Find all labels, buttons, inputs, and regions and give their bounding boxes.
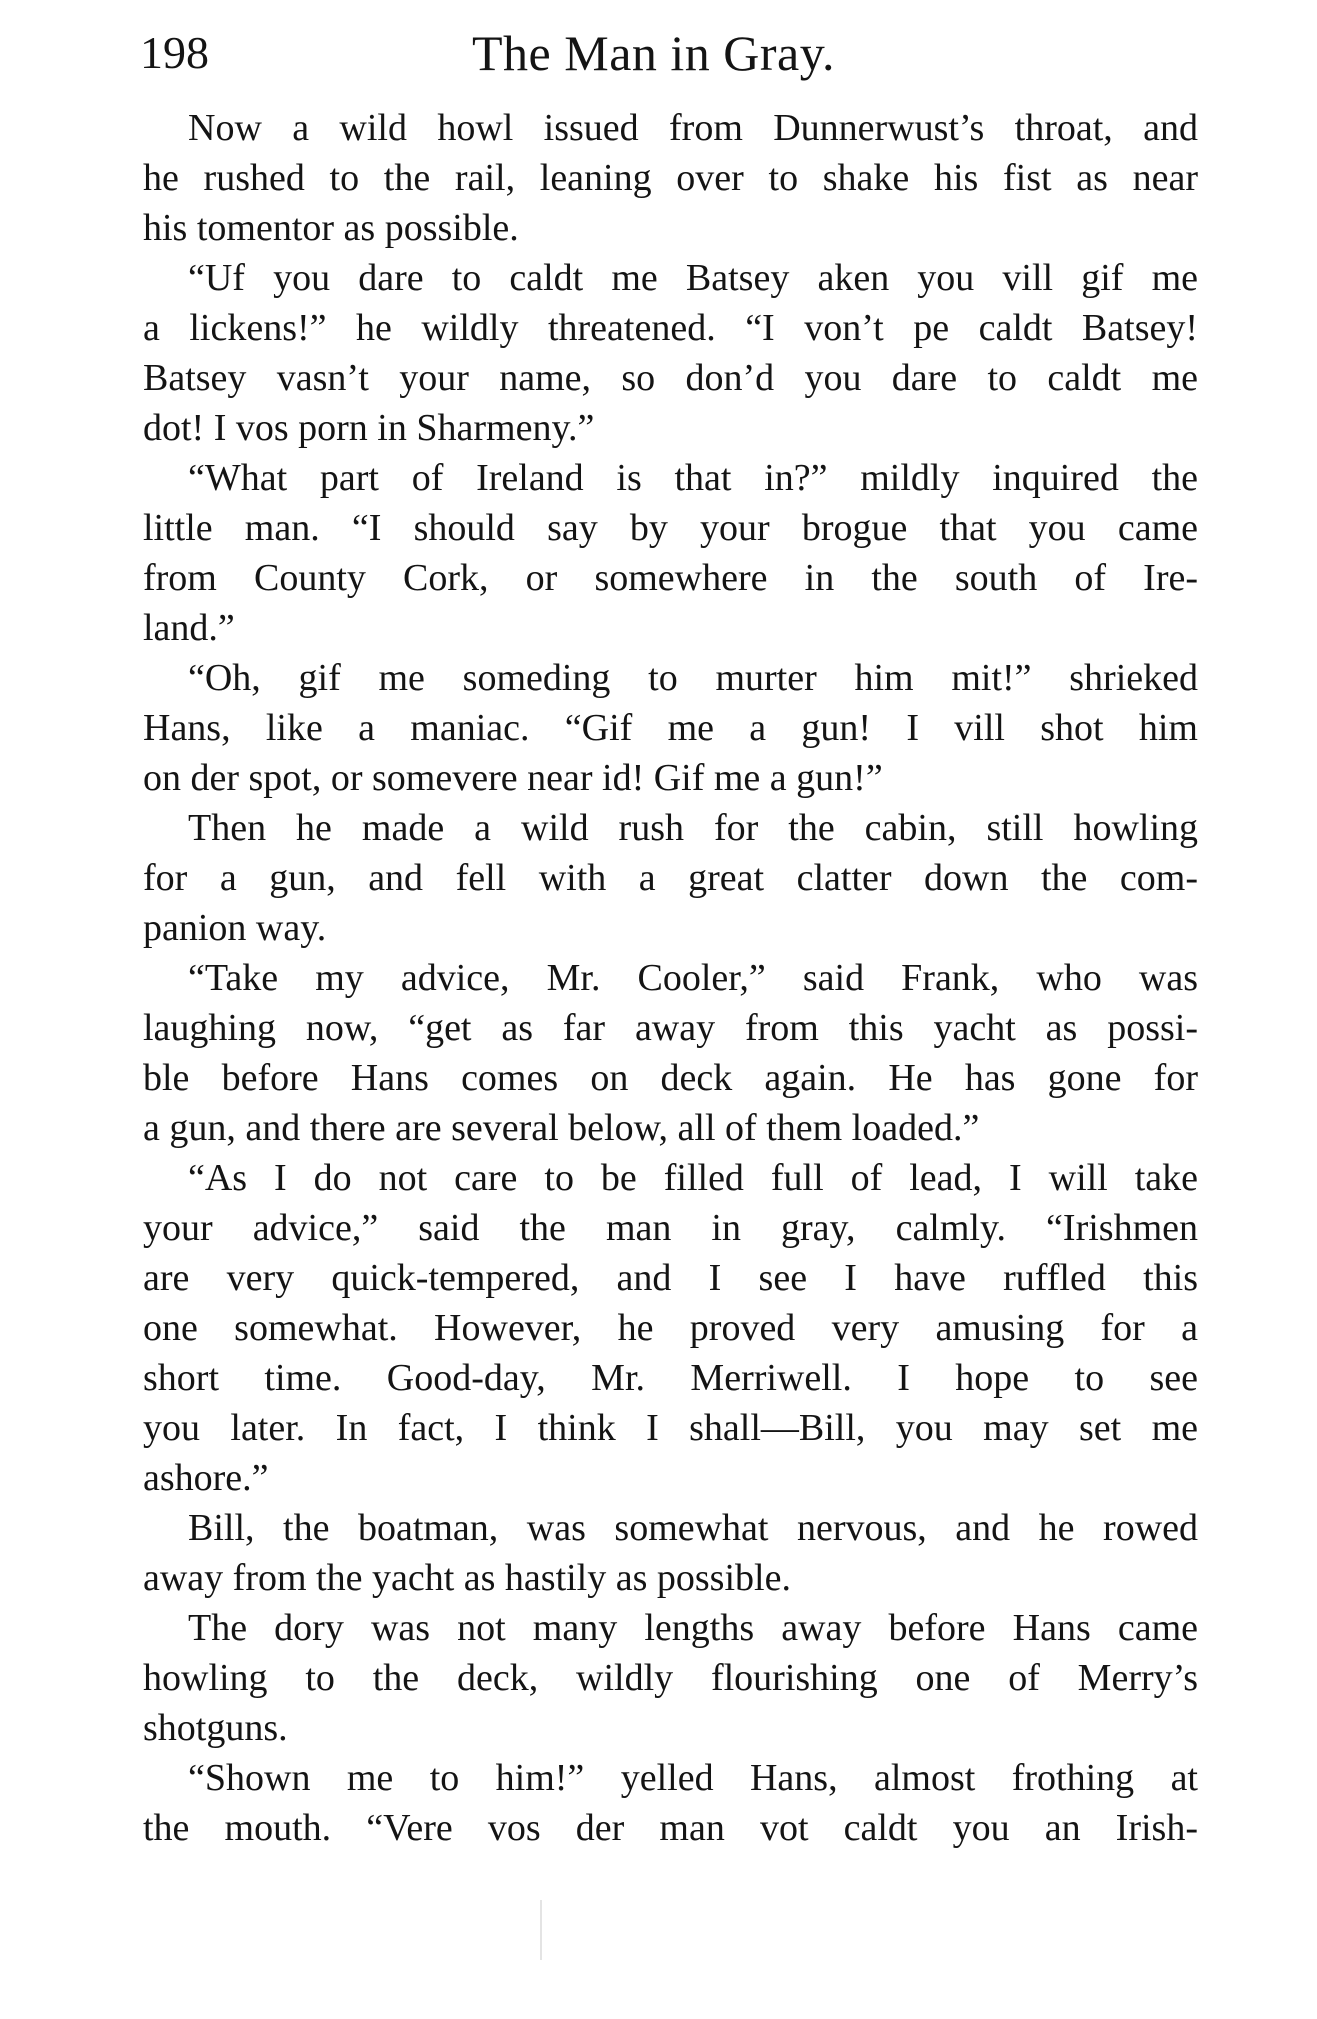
text-line: “Oh, gif me someding to murter him mit!” shrieked: [188, 657, 1198, 699]
text-line: for a gun, and fell with a great clatter down the com-: [143, 857, 1198, 899]
text-line: dot! I vos porn in Sharmeny.”: [143, 407, 595, 449]
text-line: ble before Hans comes on deck again. He has gone for: [143, 1057, 1198, 1099]
text-line: on der spot, or somevere near id! Gif me a gun!”: [143, 757, 883, 799]
text-line: “Take my advice, Mr. Cooler,” said Frank, who was: [188, 957, 1198, 999]
text-line: “What part of Ireland is that in?” mildly inquired the: [188, 457, 1198, 499]
text-line: little man. “I should say by your brogue that you came: [143, 507, 1198, 549]
text-line: he rushed to the rail, leaning over to shake his fist as near: [143, 157, 1198, 199]
text-line: panion way.: [143, 907, 327, 949]
text-line: a gun, and there are several below, all of them loaded.”: [143, 1107, 980, 1149]
text-line: The dory was not many lengths away before Hans came: [188, 1607, 1198, 1649]
text-line: Then he made a wild rush for the cabin, still howling: [188, 807, 1198, 849]
text-line: shotguns.: [143, 1707, 288, 1749]
text-line: Now a wild howl issued from Dunnerwust’s throat, and: [188, 107, 1198, 149]
text-line: land.”: [143, 607, 235, 649]
page-crease-mark: [540, 1900, 542, 1960]
text-line: Bill, the boatman, was somewhat nervous, and he rowed: [188, 1507, 1198, 1549]
text-line: are very quick-tempered, and I see I have ruffled this: [143, 1257, 1198, 1299]
body-text: [143, 103, 1198, 1853]
text-line: Batsey vasn’t your name, so don’d you dare to caldt me: [143, 357, 1198, 399]
text-line: laughing now, “get as far away from this yacht as possi-: [143, 1007, 1198, 1049]
text-line: the mouth. “Vere vos der man vot caldt you an Irish-: [143, 1807, 1198, 1849]
text-line: ashore.”: [143, 1457, 269, 1499]
text-line: his tomentor as possible.: [143, 207, 519, 249]
page-header: [140, 18, 1200, 88]
text-line: from County Cork, or somewhere in the south of Ire-: [143, 557, 1198, 599]
running-title: The Man in Gray.: [472, 25, 835, 81]
text-line: “Shown me to him!” yelled Hans, almost frothing at: [188, 1757, 1198, 1799]
text-line: “Uf you dare to caldt me Batsey aken you vill gif me: [188, 257, 1198, 299]
text-line: one somewhat. However, he proved very amusing for a: [143, 1307, 1198, 1349]
page-number: 198: [140, 27, 209, 78]
text-line: short time. Good-day, Mr. Merriwell. I hope to see: [143, 1357, 1198, 1399]
text-line: your advice,” said the man in gray, calmly. “Irishmen: [143, 1207, 1198, 1249]
text-line: howling to the deck, wildly flourishing one of Merry’s: [143, 1657, 1198, 1699]
text-line: away from the yacht as hastily as possible.: [143, 1557, 791, 1599]
text-line: you later. In fact, I think I shall—Bill, you may set me: [143, 1407, 1198, 1449]
text-line: a lickens!” he wildly threatened. “I von’t pe caldt Batsey!: [143, 307, 1198, 349]
text-line: Hans, like a maniac. “Gif me a gun! I vill shot him: [143, 707, 1198, 749]
text-line: “As I do not care to be filled full of lead, I will take: [188, 1157, 1198, 1199]
